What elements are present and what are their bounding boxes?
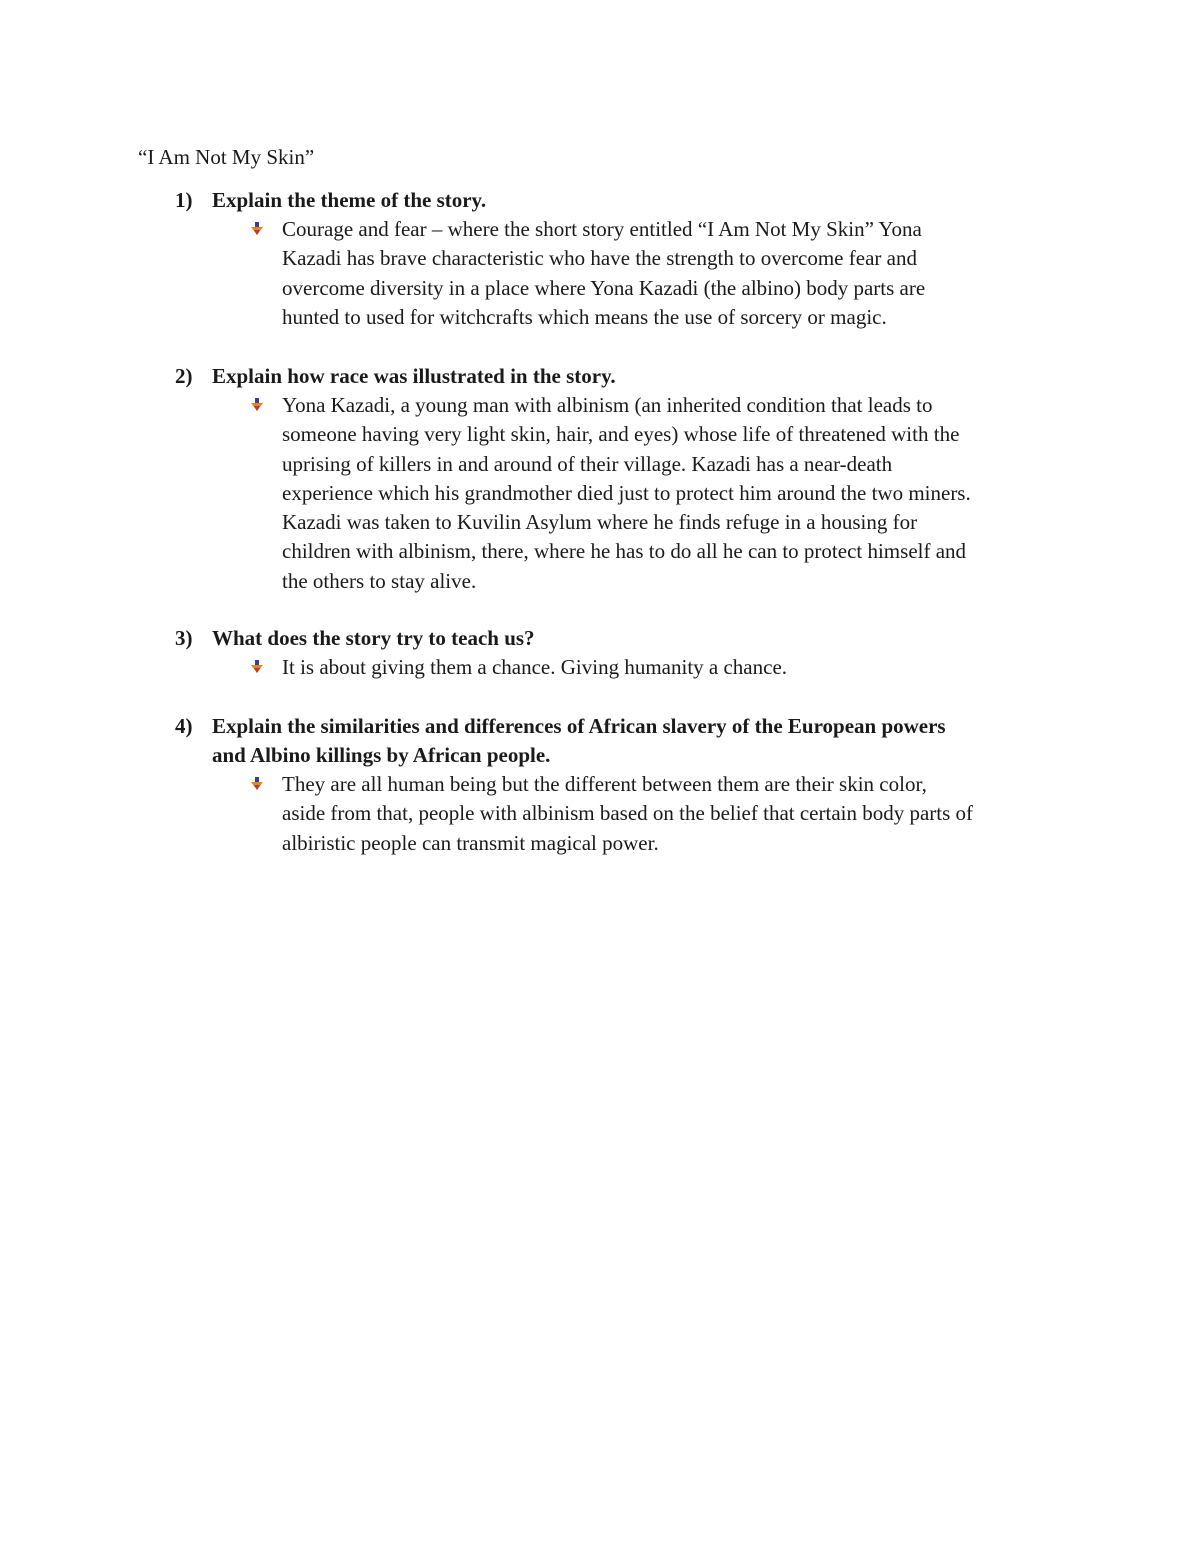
- question-4: [175, 712, 1075, 858]
- question-2: [175, 362, 1075, 596]
- question-heading: [175, 186, 1075, 215]
- question-1: [175, 186, 1075, 332]
- answer-line: uprising of killers in and around of their village. Kazadi has a near-death: [282, 451, 893, 476]
- question-text: Explain the similarities and differences of African slavery of the European powers: [212, 714, 946, 738]
- answer-line: the others to stay alive.: [282, 568, 477, 593]
- question-number: 2): [175, 364, 193, 388]
- answer-line: It is about giving them a chance. Giving humanity a chance.: [282, 655, 788, 679]
- question-number: 4): [175, 714, 193, 738]
- question-3: [175, 624, 1075, 682]
- question-heading: [175, 362, 1075, 391]
- answer-bullet-item: [282, 215, 1075, 332]
- answer-line: hunted to used for witchcrafts which means the use of sorcery or magic.: [282, 304, 887, 329]
- answer-line: They are all human being but the different between them are their skin color,: [282, 772, 927, 796]
- answer-line: aside from that, people with albinism based on the belief that certain body parts of: [282, 801, 974, 826]
- question-text: Explain the theme of the story.: [212, 188, 487, 212]
- answer-line: Kazadi was taken to Kuvilin Asylum where he finds refuge in a housing for: [282, 510, 918, 535]
- question-number: 3): [175, 626, 193, 650]
- question-heading: [175, 624, 1075, 653]
- arrow-bullet-icon: [250, 222, 264, 236]
- question-number: 1): [175, 188, 193, 212]
- question-heading: [175, 712, 1075, 770]
- document-title: “I Am Not My Skin”: [138, 145, 315, 169]
- answer-bullet-item: [282, 391, 1075, 596]
- answer-line: Kazadi has brave characteristic who have the strength to overcome fear and: [282, 246, 917, 271]
- answer-line: albiristic people can transmit magical power.: [282, 830, 659, 855]
- answer-line: someone having very light skin, hair, and eyes) whose life of threatened with the: [282, 422, 960, 447]
- answer-line: Courage and fear – where the short story entitled “I Am Not My Skin” Yona: [282, 217, 922, 241]
- arrow-bullet-icon: [250, 777, 264, 791]
- answer-line: experience which his grandmother died just to protect him around the two miners.: [282, 480, 971, 505]
- answer-line: overcome diversity in a place where Yona Kazadi (the albino) body parts are: [282, 275, 926, 300]
- question-text: Explain how race was illustrated in the story.: [212, 364, 616, 388]
- question-text: and Albino killings by African people.: [212, 743, 551, 767]
- question-text: What does the story try to teach us?: [212, 626, 535, 650]
- arrow-bullet-icon: [250, 660, 264, 674]
- answer-line: children with albinism, there, where he has to do all he can to protect himself and: [282, 539, 967, 564]
- answer-line: Yona Kazadi, a young man with albinism (an inherited condition that leads to: [282, 393, 933, 417]
- answer-bullet-item: [282, 770, 1075, 858]
- answer-bullet-item: [282, 653, 1075, 682]
- arrow-bullet-icon: [250, 398, 264, 412]
